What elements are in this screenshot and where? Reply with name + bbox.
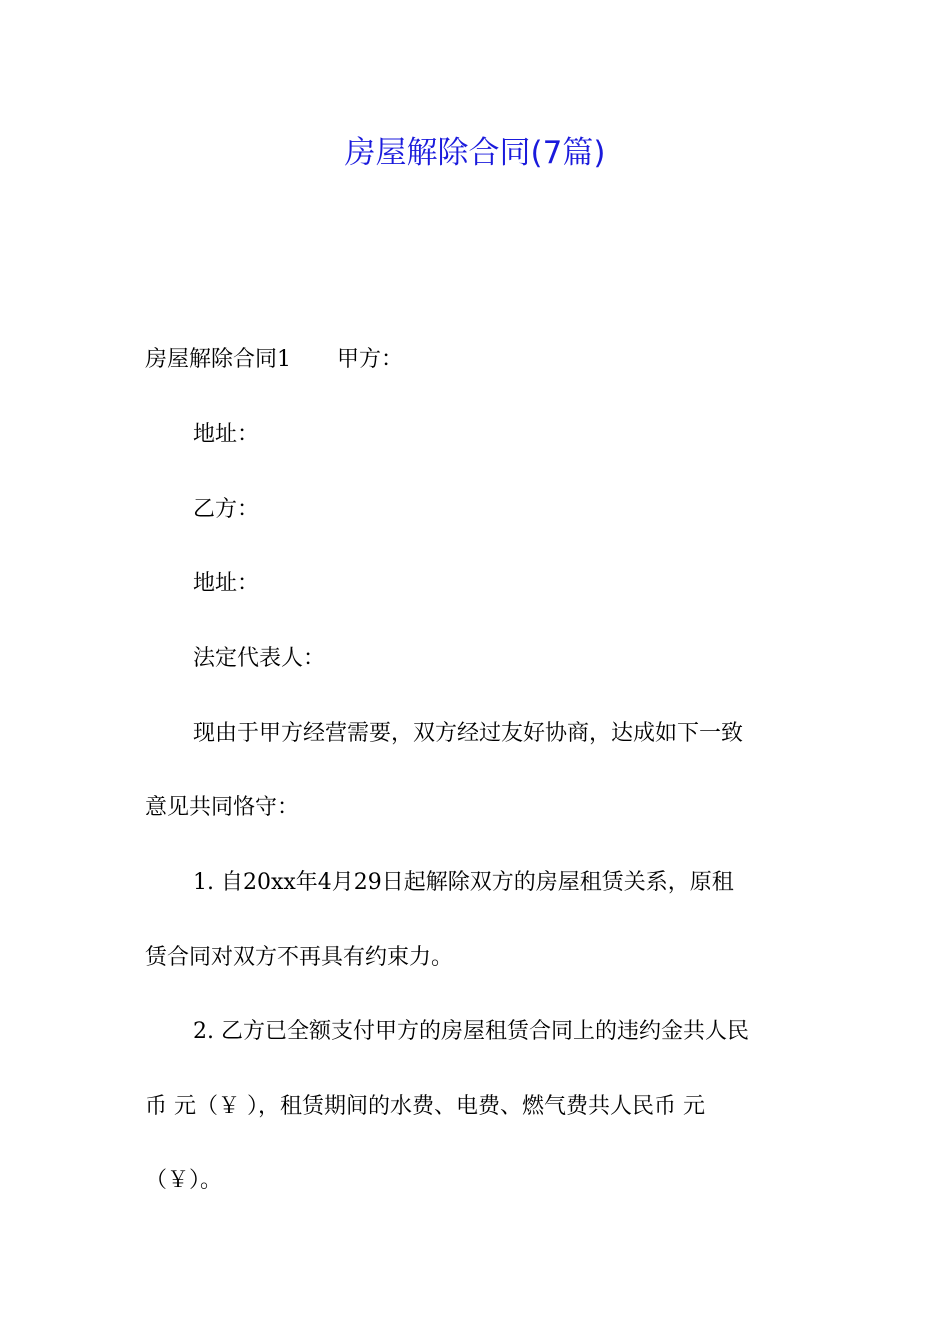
clause-1-line-2: 赁合同对双方不再具有约束力。 — [145, 945, 454, 970]
party-a-label: 甲方： — [337, 347, 404, 372]
party-a-address-label: 地址： — [193, 422, 260, 447]
contract-heading: 房屋解除合同1 — [145, 347, 291, 372]
document-title: 房屋解除合同(7篇) — [344, 135, 606, 171]
party-b-address-label: 地址： — [193, 571, 260, 596]
intro-paragraph-line-1: 现由于甲方经营需要，双方经过友好协商，达成如下一致 — [193, 721, 744, 746]
contract-heading-line — [145, 345, 403, 375]
clause-1-line-1: 1. 自20xx年4月29日起解除双方的房屋租赁关系，原租 — [193, 870, 734, 895]
clause-2-line-2: 币 元（￥ ），租赁期间的水费、电费、燃气费共人民币 元 — [145, 1094, 705, 1119]
legal-representative-label: 法定代表人： — [193, 646, 326, 671]
intro-paragraph-line-2: 意见共同恪守： — [145, 795, 300, 820]
clause-2-line-1: 2. 乙方已全额支付甲方的房屋租赁合同上的违约金共人民 — [193, 1019, 749, 1044]
party-b-label: 乙方： — [193, 497, 260, 522]
clause-2-line-3: （￥）。 — [145, 1168, 223, 1193]
